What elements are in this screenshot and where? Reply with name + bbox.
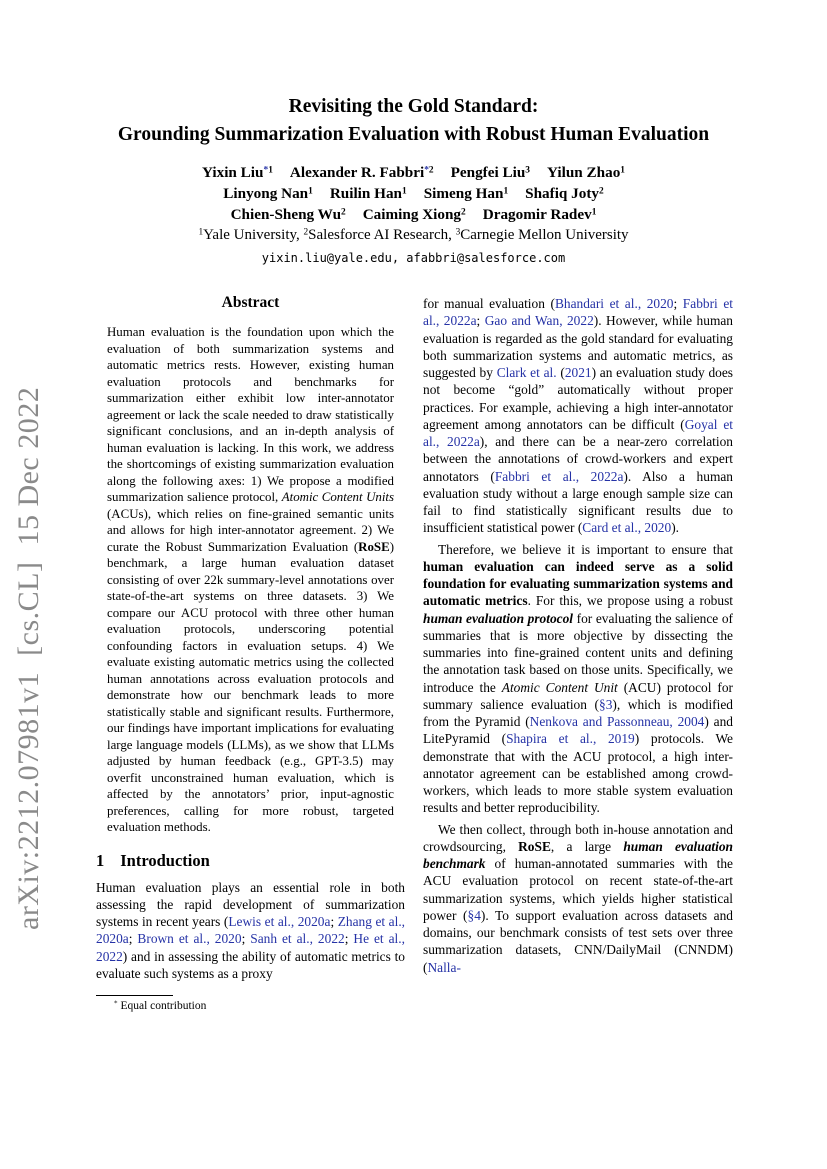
text-segment: RoSE	[358, 539, 390, 554]
text-segment: 2	[341, 207, 346, 218]
affiliation-line: $^1$Yale University, $^2$Salesforce AI Research, $^3$Carnegie Mellon University	[198, 227, 629, 243]
body-paragraph: We then collect, through both in-house annotation and crowdsourcing, RoSE, a large human evaluation benchmark of human-annotated summaries with the ACU evaluation protocol on recent state-of-the-art summarization systems, which yields higher statistical power (§4). To support evaluation across datasets and domains, our benchmark consists of test sets over three summarization datasets, CNN/DailyMail (CNNDM) (Nalla-	[423, 821, 733, 975]
citation-link[interactable]: Zhang et al., 2020a	[96, 914, 406, 947]
citation-link[interactable]: Fabbri et al., 2022a	[423, 296, 733, 329]
author-line-1: Yixin Liu$^{*1}$ Alexander R. Fabbri$^{*2}$ Pengfei Liu$^3$ Yilun Zhao$^1$	[202, 164, 625, 181]
citation-link[interactable]: *	[424, 165, 429, 176]
paper-title-line2: Grounding Summarization Evaluation with Robust Human Evaluation	[117, 124, 710, 145]
text-segment: 1	[198, 227, 204, 238]
citation-link[interactable]: Fabbri et al., 2022a	[494, 468, 624, 484]
text-segment: 2	[599, 186, 604, 197]
introduction-paragraph: Human evaluation plays an essential role in both assessing the rapid development of summarization systems in recent years (Lewis et al., 2020a; Zhang et al., 2020a; Brown et al., 2020; Sanh et al., 2022; He et al., 2022) and in assessing the ability of automatic metrics to evaluate such systems as a proxy	[96, 879, 406, 981]
text-segment: Atomic Content Unit	[501, 679, 618, 695]
left-column	[96, 294, 405, 1012]
text-segment: 3	[525, 165, 530, 176]
author-line-3: Chien-Sheng Wu$^2$ Caiming Xiong$^2$ Dragomir Radev$^1$	[230, 206, 597, 223]
text-segment: Atomic Content Units	[281, 490, 395, 504]
citation-link[interactable]: §4	[467, 907, 481, 923]
body-paragraph: Therefore, we believe it is important to ensure that human evaluation can indeed serve as a solid foundation for evaluating summarization systems and automatic metrics. For this, we propose using a robust human evaluation protocol for evaluating the salience of summaries that is more objective by dissecting the summaries into fine-grained content units and defining the annotation task based on those units. Specifically, we introduce the Atomic Content Unit (ACU) protocol for summary salience evaluation (§3), which is modified from the Pyramid (Nenkova and Passonneau, 2004) and LitePyramid (Shapira et al., 2019) protocols. We demonstrate that with the ACU protocol, a high inter-annotator agreement can be established among crowd-workers, which leads to more stable system evaluation results and better reproducibility.	[423, 541, 733, 816]
body-paragraph: for manual evaluation (Bhandari et al., 2020; Fabbri et al., 2022a; Gao and Wan, 2022). However, while human evaluation is regarded as the gold standard for evaluating both summarization systems and automatic metrics, as suggested by Clark et al. (2021) an evaluation study does not become “gold” automatically without proper practices. For example, achieving a high inter-annotator agreement among annotators can be difficult (Goyal et al., 2022a), and there can be a near-zero correlation between the annotations of crowd-workers and expert annotators (Fabbri et al., 2022a). Also a human evaluation study without a large enough sample size can fail to find statistically significant results due to insufficient statistical power (Card et al., 2020).	[423, 296, 734, 536]
citation-link[interactable]: Nalla-	[427, 959, 461, 975]
text-segment: 3	[455, 227, 461, 238]
abstract-heading: Abstract	[221, 294, 280, 311]
paper-title-line1: Revisiting the Gold Standard:	[288, 96, 539, 117]
right-column	[423, 295, 733, 976]
text-segment: 1	[308, 186, 313, 197]
text-segment: human evaluation can indeed serve as a solid foundation for evaluating summarization systems and automatic metrics	[423, 558, 733, 609]
citation-link[interactable]: *	[263, 165, 269, 176]
citation-link[interactable]: 2021	[564, 365, 592, 380]
citation-link[interactable]: Card et al., 2020	[582, 520, 672, 536]
author-block	[0, 162, 827, 268]
text-segment: 1	[268, 165, 273, 176]
citation-link[interactable]: Brown et al., 2020	[137, 931, 242, 947]
section-heading-introduction	[96, 851, 405, 871]
text-segment: 2	[303, 227, 309, 238]
citation-link[interactable]: Sanh et al., 2022	[250, 931, 345, 947]
text-segment: 1	[503, 186, 509, 197]
text-segment: 1	[591, 207, 597, 218]
text-segment: 2	[428, 165, 434, 176]
abstract-body: Human evaluation is the foundation upon which the evaluation of both summarization systems and automatic metrics rests. However, existing human evaluation protocols and benchmarks for summarization either exhibit low inter-annotator agreement or lack the scale needed to draw statistically significant conclusions, and an in-depth analysis of human evaluation is lacking. In this work, we address the shortcomings of existing summarization evaluation along the following axes: 1) We propose a modified summarization salience protocol, Atomic Content Units (ACUs), which relies on fine-grained semantic units and allows for high inter-annotator agreement. 2) We curate the Robust Summarization Evaluation (RoSE) benchmark, a large human evaluation dataset consisting of over 22k summary-level annotations over state-of-the-art systems on three datasets. 3) We compare our ACU protocol with three other human evaluation protocols, underscoring potential confounding factors in evaluation setups. 4) We evaluate existing automatic metrics using the collected human annotations across evaluation protocols and demonstrate how our benchmark leads to more statistically stable and significant results. Furthermore, our findings have important implications for evaluating large language models (LLMs), as we show that LLMs adjusted by human feedback (e.g., GPT-3.5) may overfit unconstrained human evaluation, which is affected by the annotators’ prior, input-agnostic preferences, calling for more robust, targeted evaluation methods.	[107, 325, 395, 834]
citation-link[interactable]: Nenkova and Passonneau, 2004	[529, 714, 705, 729]
citation-link[interactable]: Goyal et al., 2022a	[423, 416, 733, 449]
citation-link[interactable]: §3	[599, 696, 613, 712]
footnote	[96, 995, 405, 1012]
arxiv-watermark: arXiv:2212.07981v1 [cs.CL] 15 Dec 2022	[12, 386, 45, 930]
text-segment: 1	[402, 186, 407, 197]
footnote-rule	[96, 995, 173, 996]
citation-link[interactable]: Gao and Wan, 2022	[484, 313, 594, 329]
citation-link[interactable]: Clark et al.	[496, 365, 557, 380]
citation-link[interactable]: He et al., 2022	[96, 931, 405, 964]
citation-link[interactable]: Shapira et al., 2019	[506, 731, 635, 747]
text-segment: *	[114, 999, 118, 1008]
text-segment: RoSE	[518, 838, 551, 854]
section-title: Introduction	[120, 850, 210, 870]
text-segment: human evaluation protocol	[423, 610, 574, 626]
text-segment: human evaluation benchmark	[423, 838, 733, 871]
text-segment: 2	[461, 207, 466, 218]
author-line-2: Linyong Nan$^1$ Ruilin Han$^1$ Simeng Han$^1$ Shafiq Joty$^2$	[223, 185, 604, 202]
citation-link[interactable]: Bhandari et al., 2020	[554, 296, 674, 311]
paper-title	[0, 93, 827, 149]
footnote-text: * Equal contribution	[114, 999, 207, 1012]
author-emails: yixin.liu@yale.edu, afabbri@salesforce.com	[261, 251, 566, 265]
section-number: 1	[96, 850, 105, 870]
text-segment: 1	[620, 165, 625, 176]
citation-link[interactable]: Lewis et al., 2020a	[228, 914, 331, 929]
